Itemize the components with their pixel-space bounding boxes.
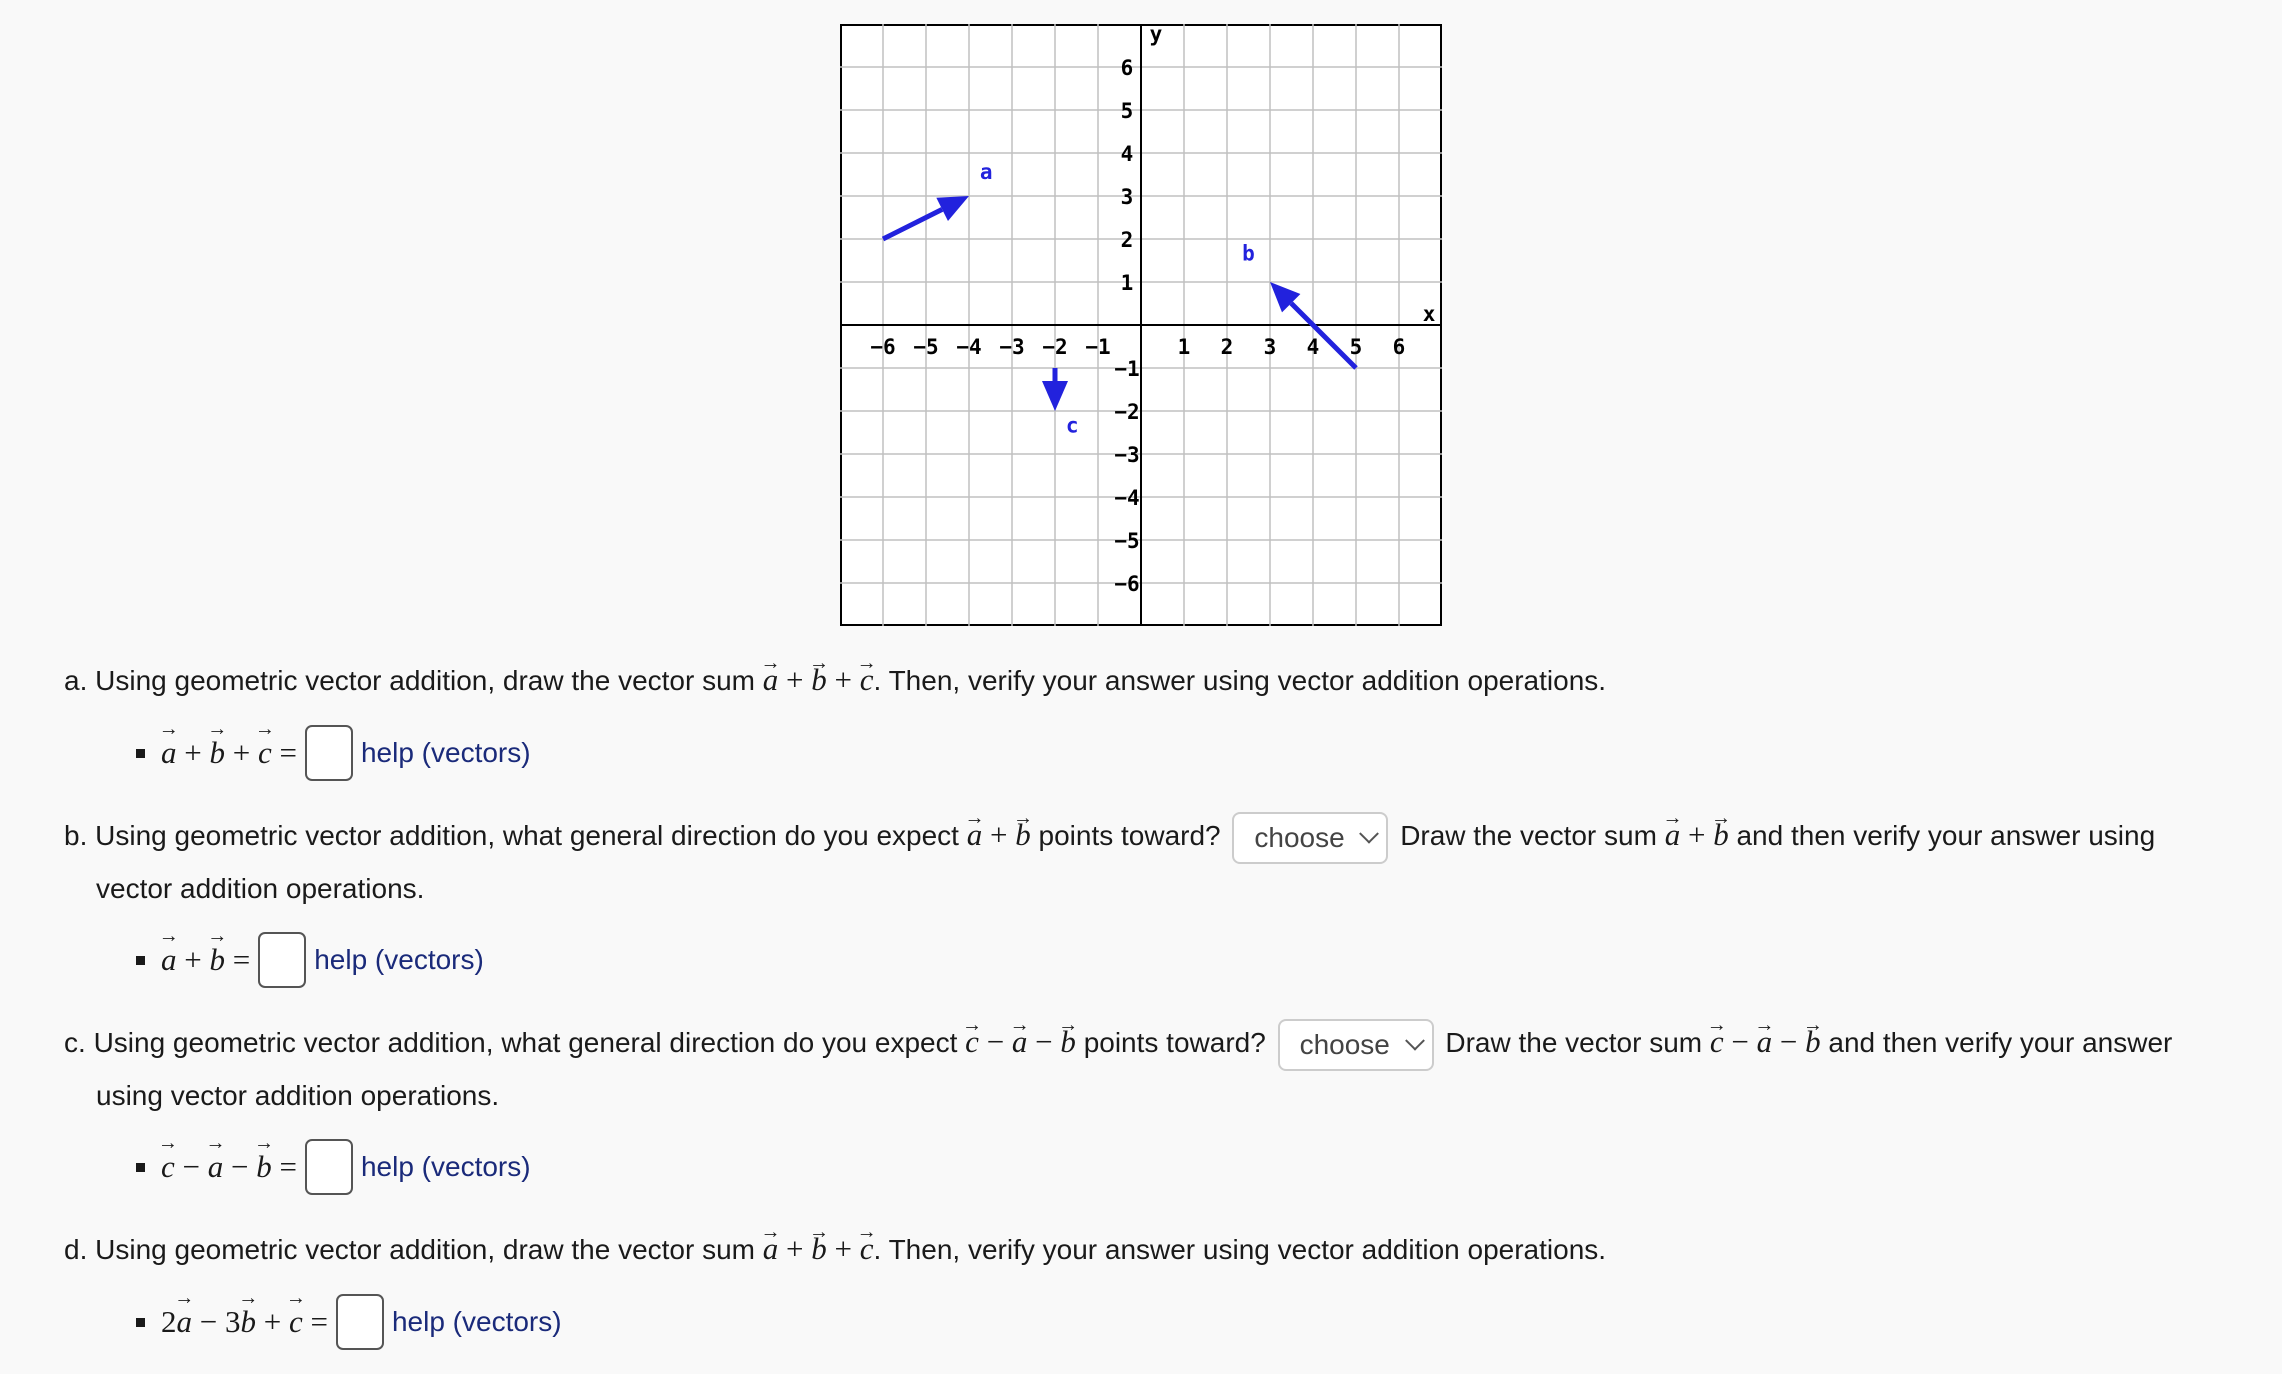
question-a-text: Using geometric vector addition, draw the vector sum [95, 665, 755, 696]
question-c-text4: and then verify your answer [1828, 1027, 2173, 1058]
question-c [64, 1017, 2264, 1121]
help-vectors-link[interactable]: help (vectors) [360, 737, 531, 768]
question-a-text-end: . Then, verify your answer using vector addition operations. [873, 665, 1607, 696]
x-tick-label: −4 [956, 335, 982, 359]
bullet [136, 749, 145, 758]
vector-b-label: b [1242, 241, 1255, 266]
answer-a-input[interactable] [305, 725, 353, 781]
vector-c-label: c [1065, 413, 1079, 438]
question-d-text-end: . Then, verify your answer using vector addition operations. [873, 1234, 1607, 1265]
y-tick-label: 3 [1120, 185, 1134, 209]
math-2a-minus-3b-plus-c-equals: 2→ a − 3→ b + → c = [161, 1304, 328, 1340]
y-tick-label: 1 [1120, 271, 1134, 295]
help-vectors-link[interactable]: help (vectors) [360, 1151, 531, 1182]
question-d [64, 1224, 2264, 1275]
question-b-text5: vector addition operations. [96, 872, 425, 904]
y-tick-label: −2 [1114, 400, 1140, 424]
y-tick-label: 6 [1120, 56, 1134, 80]
question-c-text3: Draw the vector sum [1445, 1027, 1703, 1058]
x-tick-label: 5 [1349, 335, 1363, 359]
x-tick-label: −1 [1085, 335, 1111, 359]
math-a-plus-b: → a + → b [967, 817, 1031, 852]
x-tick-label: 1 [1177, 335, 1191, 359]
x-axis-label: x [1422, 302, 1436, 326]
answer-c-row [136, 1139, 531, 1195]
vector-graph [840, 24, 1442, 626]
direction-select-b[interactable] [1232, 812, 1388, 864]
math-c-minus-a-minus-b: → c − → a − → b [965, 1024, 1076, 1059]
answer-a-row [136, 725, 531, 781]
help-vectors-link[interactable]: help (vectors) [314, 944, 484, 975]
chevron-down-icon [1360, 823, 1380, 843]
question-b [64, 810, 2264, 914]
math-a-plus-b-plus-c: → a + → b + → c [763, 662, 874, 697]
select-value: choose [1254, 821, 1345, 853]
bullet [136, 956, 145, 965]
chevron-down-icon [1405, 1030, 1425, 1050]
x-tick-label: −3 [999, 335, 1025, 359]
y-tick-label: −5 [1114, 529, 1140, 553]
math-c-minus-a-minus-b-equals: → c − → a − → b = [161, 1149, 297, 1185]
y-tick-label: −4 [1114, 486, 1140, 510]
x-tick-label: 3 [1263, 335, 1277, 359]
bullet [136, 1163, 145, 1172]
question-b-text2: points toward? [1038, 820, 1221, 851]
math-c-minus-a-minus-b-2: → c − → a − → b [1710, 1024, 1821, 1059]
y-tick-label: −3 [1114, 443, 1140, 467]
question-b-text: Using geometric vector addition, what general direction do you expect [95, 820, 959, 851]
question-c-prefix: c. [64, 1027, 86, 1058]
question-c-text2: points toward? [1083, 1027, 1266, 1058]
direction-select-c[interactable] [1278, 1019, 1434, 1071]
x-tick-label: 2 [1220, 335, 1234, 359]
question-a-prefix: a. [64, 665, 88, 696]
y-tick-label: 5 [1120, 99, 1134, 123]
vector-a-label: a [979, 159, 993, 184]
question-c-text: Using geometric vector addition, what general direction do you expect [93, 1027, 958, 1058]
y-tick-label: −1 [1114, 357, 1140, 381]
x-tick-label: −5 [913, 335, 939, 359]
math-a-plus-b-plus-c-equals: → a + → b + → c = [161, 735, 297, 771]
x-tick-label: 4 [1306, 335, 1320, 359]
question-b-prefix: b. [64, 820, 88, 851]
answer-c-input[interactable] [305, 1139, 353, 1195]
answer-d-row [136, 1294, 562, 1350]
answer-d-input[interactable] [336, 1294, 384, 1350]
y-axis-label: y [1149, 24, 1163, 47]
help-vectors-link[interactable]: help (vectors) [391, 1306, 562, 1337]
y-tick-label: 4 [1120, 142, 1134, 166]
question-d-text: Using geometric vector addition, draw the vector sum [95, 1234, 755, 1265]
math-a-plus-b-plus-c-d: → a + → b + → c [763, 1231, 874, 1266]
question-b-text4: and then verify your answer using [1736, 820, 2156, 851]
answer-b-input[interactable] [258, 932, 306, 988]
x-tick-label: −6 [870, 335, 896, 359]
question-a [64, 655, 2264, 706]
question-d-prefix: d. [64, 1234, 88, 1265]
math-a-plus-b-equals: → a + → b = [161, 942, 250, 978]
bullet [136, 1318, 145, 1327]
y-tick-label: 2 [1120, 228, 1134, 252]
question-c-text5: using vector addition operations. [96, 1079, 500, 1111]
question-b-text3: Draw the vector sum [1400, 820, 1657, 851]
x-tick-label: −2 [1042, 335, 1068, 359]
y-tick-label: −6 [1114, 572, 1140, 596]
answer-b-row [136, 932, 484, 988]
x-tick-label: 6 [1392, 335, 1406, 359]
math-a-plus-b-2: → a + → b [1665, 817, 1729, 852]
select-value: choose [1299, 1028, 1390, 1060]
